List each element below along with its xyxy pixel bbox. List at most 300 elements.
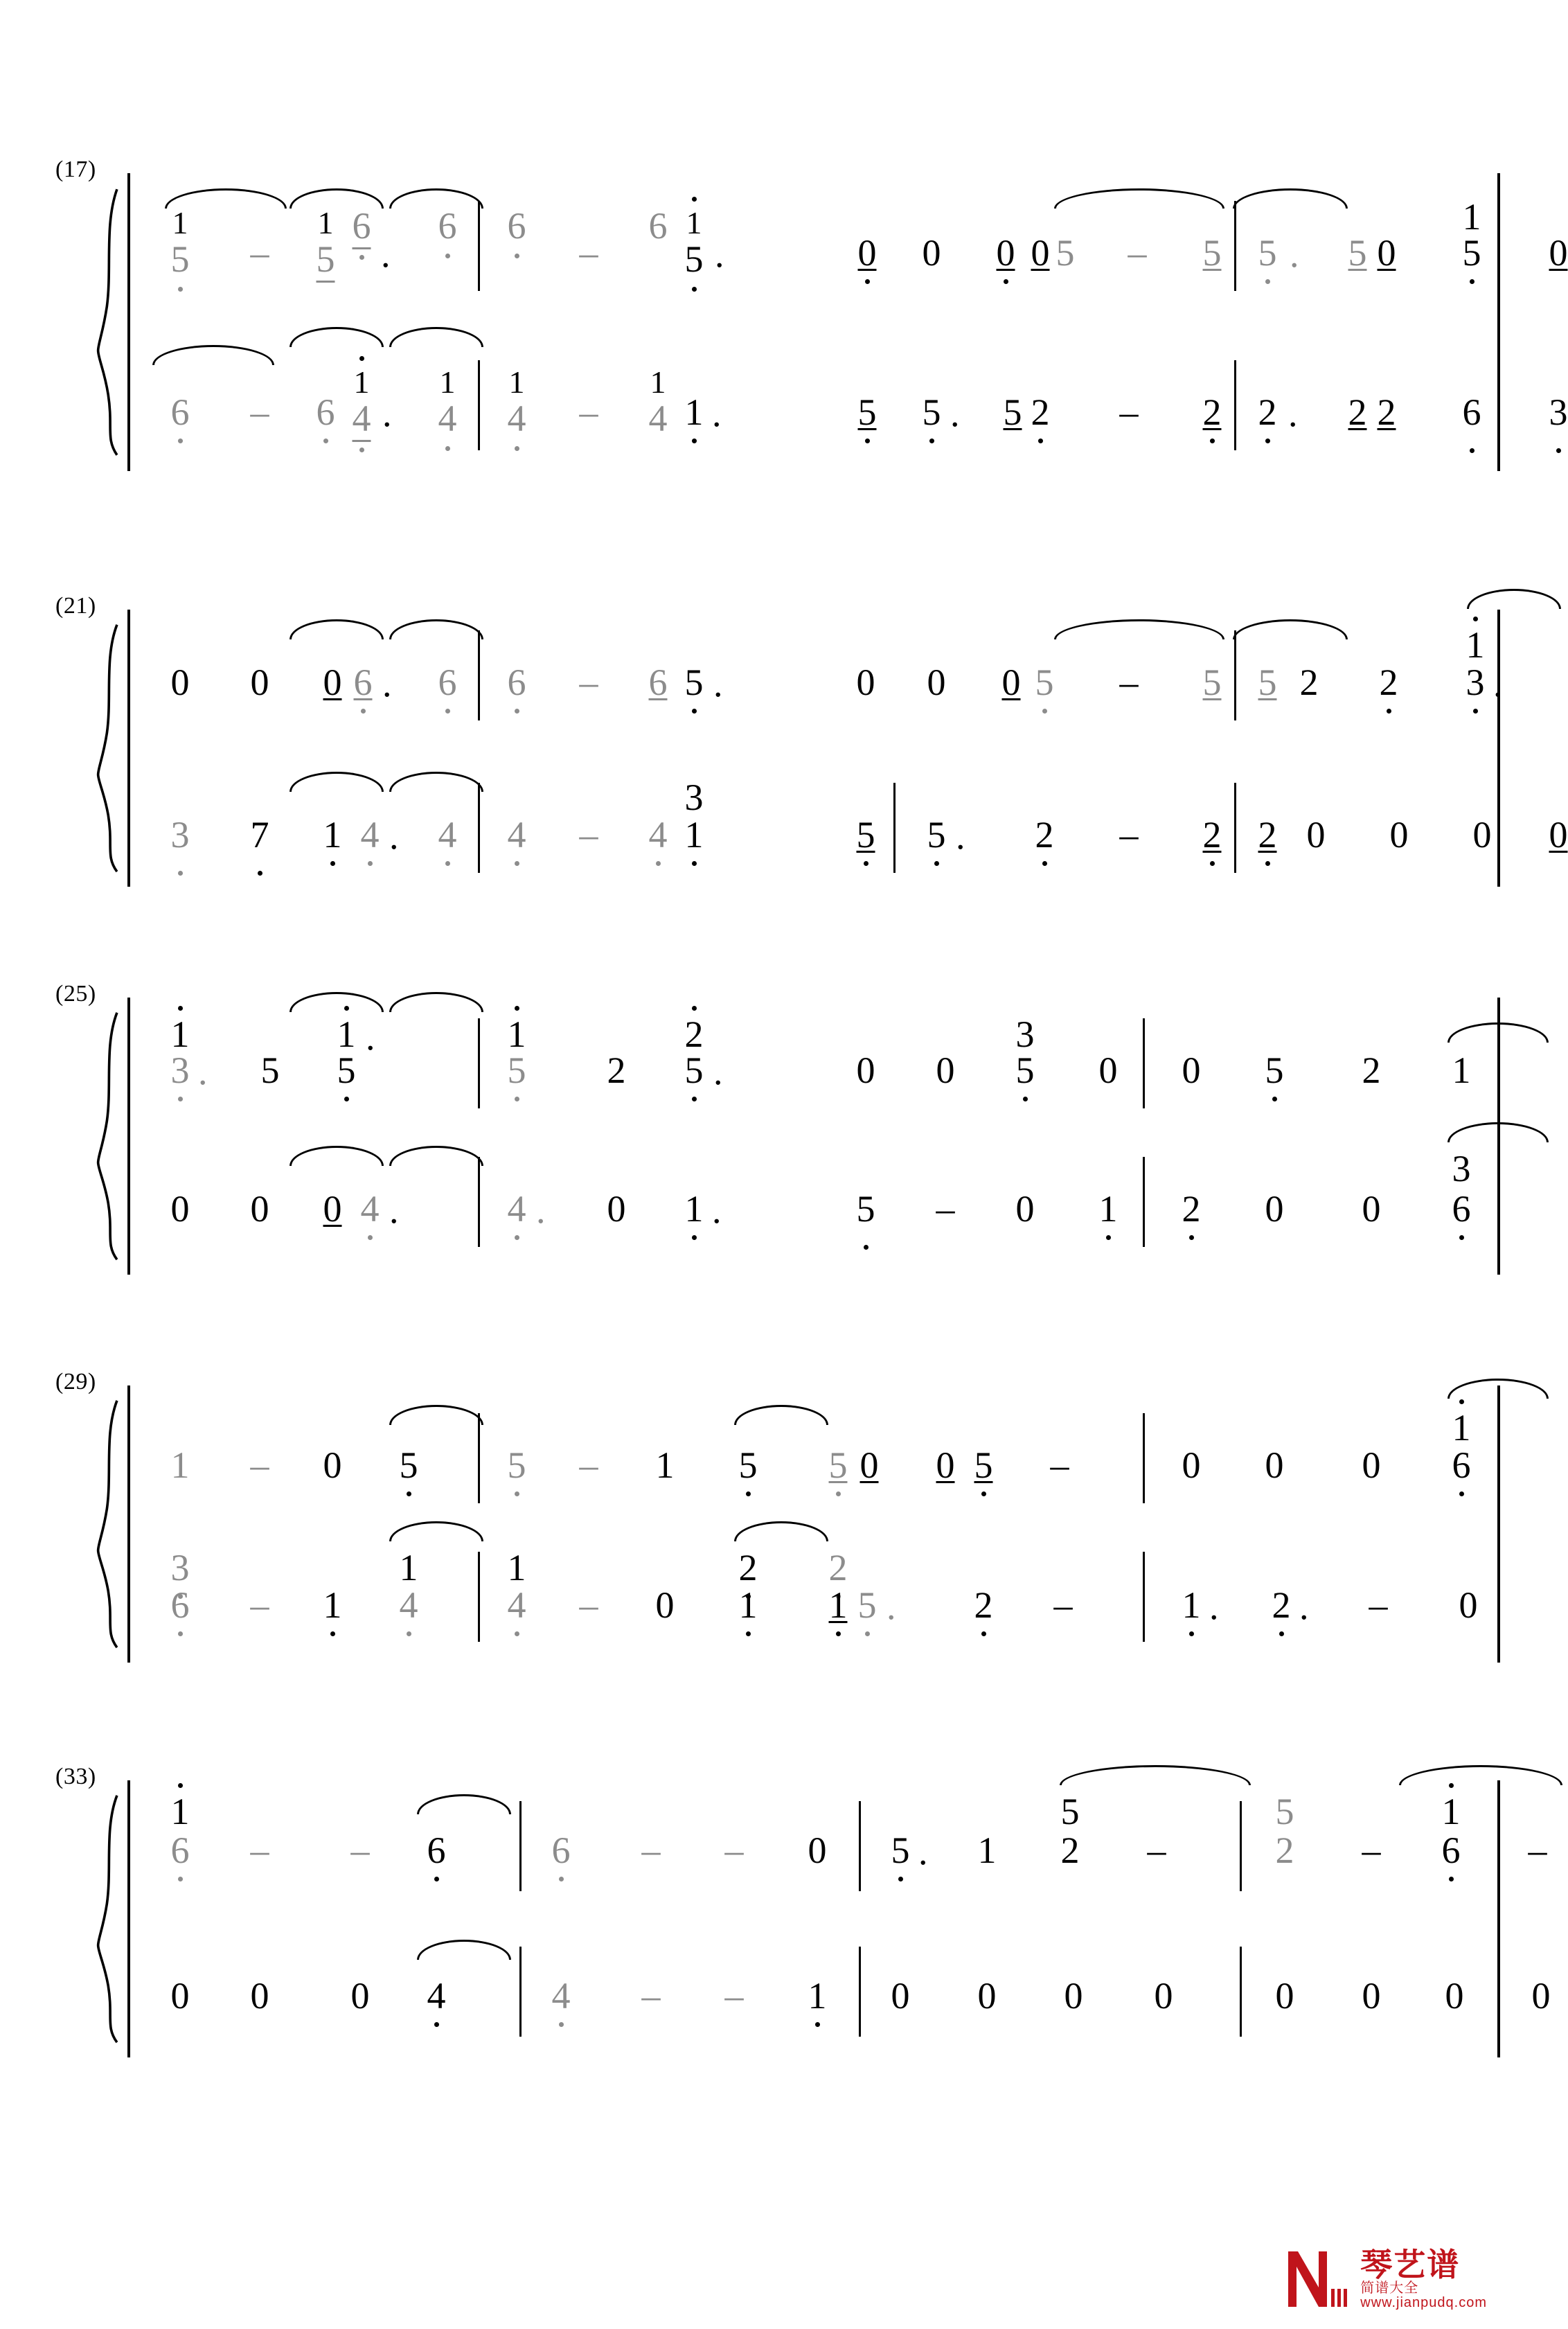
note: 5 xyxy=(829,1446,848,1484)
note-upper: 1 xyxy=(508,364,525,400)
note: 5 xyxy=(400,1446,418,1484)
note: 6 xyxy=(1463,393,1481,431)
note: 2 xyxy=(1348,391,1367,433)
note: 6 xyxy=(648,662,668,703)
music-system-17 xyxy=(55,157,1568,471)
upper-staff-29 xyxy=(132,1407,1471,1496)
rest-zero: 0 xyxy=(1265,1188,1284,1230)
barline xyxy=(478,630,480,720)
hold-dash: – xyxy=(1053,1584,1073,1626)
note: 3 xyxy=(1466,664,1485,701)
note: 6 xyxy=(552,1832,571,1869)
rest-zero: 0 xyxy=(1362,1444,1381,1486)
note: 5 xyxy=(260,1050,280,1091)
note-upper: 1 xyxy=(685,206,704,240)
note: 6 xyxy=(427,1832,446,1869)
rest-zero: 0 xyxy=(891,1975,910,2017)
note: 6 xyxy=(171,1832,190,1869)
barline xyxy=(478,783,480,873)
barline xyxy=(1234,201,1236,291)
barline xyxy=(893,783,896,873)
note: 1 xyxy=(1442,1793,1461,1830)
note: 5 xyxy=(685,1052,704,1089)
note: 1 xyxy=(1099,1190,1118,1228)
hold-dash: – xyxy=(1119,662,1139,703)
rest-zero: 0 xyxy=(250,1188,269,1230)
system-right-barline xyxy=(1497,173,1500,471)
hold-dash: – xyxy=(250,232,269,274)
note: 1 xyxy=(685,393,704,431)
hold-dash: – xyxy=(1119,391,1139,433)
note: 2 xyxy=(739,1549,758,1586)
system-number: (25) xyxy=(55,981,96,1007)
slur xyxy=(1054,619,1224,639)
hold-dash: – xyxy=(936,1188,955,1230)
system-left-barline xyxy=(127,1780,130,2057)
hold-dash: – xyxy=(579,662,598,703)
note: 4 xyxy=(552,1977,571,2014)
rest-zero: 0 xyxy=(856,662,875,703)
note: 1 xyxy=(977,1830,997,1871)
slur xyxy=(289,1146,384,1166)
note: 2 xyxy=(1035,816,1054,853)
watermark-subtitle: 简谱大全 xyxy=(1360,2281,1419,2296)
augmentation-dot: . xyxy=(1209,1586,1219,1627)
note: 1 xyxy=(171,1793,190,1830)
note: 3 xyxy=(1549,393,1568,431)
rest-zero: 0 xyxy=(655,1584,675,1626)
barline xyxy=(478,201,480,291)
note: 6 xyxy=(317,393,335,431)
music-system-25 xyxy=(55,981,1471,1275)
note: 0 xyxy=(1031,232,1050,274)
barline xyxy=(478,1413,480,1503)
note-lower: 4 xyxy=(438,399,457,439)
slur xyxy=(389,1405,483,1425)
rest-zero: 0 xyxy=(323,1188,342,1230)
slur xyxy=(1447,1379,1549,1399)
note: 2 xyxy=(1060,1830,1080,1871)
note: 4 xyxy=(361,816,380,853)
note: 2 xyxy=(1258,816,1277,853)
rest-zero: 0 xyxy=(1362,1188,1381,1230)
barline xyxy=(519,1947,522,2037)
slur xyxy=(289,772,384,792)
rest-zero: 0 xyxy=(1549,814,1568,856)
rest-zero: 0 xyxy=(1182,1444,1201,1486)
note-lower: 6 xyxy=(508,206,526,246)
note: 2 xyxy=(1203,393,1222,431)
upper-staff-25 xyxy=(132,1013,1471,1101)
system-brace xyxy=(96,1385,123,1663)
chord-note xyxy=(685,206,704,279)
rest-zero: 0 xyxy=(1154,1975,1173,2017)
note: 3 xyxy=(171,1549,190,1586)
note: 1 xyxy=(685,1190,704,1228)
augmentation-dot: . xyxy=(1493,663,1503,705)
note: 4 xyxy=(508,1586,526,1624)
slur xyxy=(734,1521,828,1541)
chord-note xyxy=(649,206,668,246)
note: 4 xyxy=(508,816,526,853)
augmentation-dot: . xyxy=(715,233,724,275)
rest-zero: 0 xyxy=(1362,1975,1381,2017)
augmentation-dot: . xyxy=(1299,1586,1309,1627)
rest-zero: 0 xyxy=(1531,1975,1551,2017)
augmentation-dot: . xyxy=(713,1051,723,1092)
augmentation-dot: . xyxy=(382,663,392,705)
note: 1 xyxy=(171,1016,190,1053)
barline xyxy=(478,1157,480,1247)
rest-zero: 0 xyxy=(1377,232,1396,274)
hold-dash: – xyxy=(1369,1584,1388,1626)
note: 1 xyxy=(829,1586,848,1624)
augmentation-dot: . xyxy=(712,393,722,434)
note: 2 xyxy=(1031,393,1050,431)
chord-note xyxy=(649,366,668,439)
system-number: (17) xyxy=(55,157,96,182)
note: 2 xyxy=(1299,662,1319,703)
augmentation-dot: . xyxy=(712,1189,722,1231)
rest-zero: 0 xyxy=(936,1050,955,1091)
note: 5 xyxy=(1003,391,1022,433)
hold-dash: – xyxy=(579,1444,598,1486)
slur xyxy=(1233,188,1348,209)
note: 1 xyxy=(399,1547,418,1588)
slur xyxy=(389,1146,483,1166)
note-lower: 6 xyxy=(353,206,371,249)
augmentation-dot: . xyxy=(956,815,965,857)
note: 5 xyxy=(1463,234,1481,272)
augmentation-dot: . xyxy=(536,1189,546,1231)
note: 6 xyxy=(354,664,373,701)
note-upper: 1 xyxy=(317,205,334,240)
barline xyxy=(1143,1413,1145,1503)
rest-zero: 0 xyxy=(1549,232,1568,274)
slur xyxy=(389,188,483,209)
note: 5 xyxy=(923,393,941,431)
upper-staff-21 xyxy=(132,624,1503,714)
upper-staff-17 xyxy=(132,196,1568,284)
hold-dash: – xyxy=(579,1584,598,1626)
slur xyxy=(1447,1122,1549,1142)
note: 6 xyxy=(171,1586,190,1624)
hold-dash: – xyxy=(250,391,269,433)
upper-staff-33 xyxy=(132,1791,1547,1884)
rest-zero: 0 xyxy=(250,662,269,703)
note: 5 xyxy=(1035,664,1054,701)
hold-dash: – xyxy=(1362,1830,1381,1871)
system-brace xyxy=(96,173,123,471)
rest-zero: 0 xyxy=(170,662,190,703)
rest-zero: 0 xyxy=(1265,1444,1284,1486)
note: 2 xyxy=(607,1050,626,1091)
note: 6 xyxy=(508,664,526,701)
note: 6 xyxy=(1442,1832,1461,1869)
note: 1 xyxy=(1452,1409,1471,1446)
slur xyxy=(289,619,384,639)
rest-zero: 0 xyxy=(859,1444,879,1486)
slur xyxy=(1054,188,1224,209)
slur xyxy=(1060,1765,1251,1785)
note-lower: 6 xyxy=(648,205,668,247)
note: 5 xyxy=(857,1190,875,1228)
augmentation-dot: . xyxy=(1288,393,1298,434)
barline xyxy=(1240,1801,1242,1891)
note: 1 xyxy=(323,1586,342,1624)
rest-zero: 0 xyxy=(1459,1584,1478,1626)
lower-staff-33 xyxy=(132,1947,1551,2030)
rest-zero: 0 xyxy=(170,1975,190,2017)
barline xyxy=(478,1018,480,1108)
note: 5 xyxy=(1016,1052,1035,1089)
note: 4 xyxy=(508,1190,526,1228)
hold-dash: – xyxy=(1119,814,1139,856)
system-number: (33) xyxy=(55,1764,96,1789)
chord-note xyxy=(438,206,457,246)
slur xyxy=(389,619,483,639)
note: 1 xyxy=(739,1586,758,1624)
chord-note xyxy=(508,366,526,439)
note: 5 xyxy=(1275,1791,1294,1832)
note: 5 xyxy=(857,816,875,853)
rest-zero: 0 xyxy=(323,662,342,703)
note: 2 xyxy=(1258,393,1277,431)
note: 1 xyxy=(507,1547,526,1588)
barline xyxy=(1143,1018,1145,1108)
note-lower: 5 xyxy=(171,240,190,279)
barline xyxy=(1143,1552,1145,1642)
rest-zero: 0 xyxy=(250,1975,269,2017)
note-lower: 4 xyxy=(508,399,526,439)
hold-dash: – xyxy=(250,1444,269,1486)
hold-dash: – xyxy=(1528,1830,1547,1871)
rest-zero: 0 xyxy=(170,1188,190,1230)
note-upper: 1 xyxy=(650,364,666,400)
hold-dash: – xyxy=(579,232,598,274)
hold-dash: – xyxy=(250,1584,269,1626)
note: 6 xyxy=(438,664,457,701)
note: 4 xyxy=(400,1586,418,1624)
chord-note xyxy=(438,366,457,439)
music-system-33 xyxy=(55,1764,1551,2057)
system-left-barline xyxy=(127,998,130,1275)
note: 5 xyxy=(1202,662,1222,703)
note: 5 xyxy=(858,393,877,431)
chord-note xyxy=(317,206,335,283)
note: 6 xyxy=(1452,1446,1471,1484)
slur xyxy=(734,1405,828,1425)
rest-zero: 0 xyxy=(858,234,877,272)
note: 3 xyxy=(171,816,190,853)
note: 1 xyxy=(1182,1586,1201,1624)
rest-zero: 0 xyxy=(808,1830,827,1871)
note: 5 xyxy=(508,1052,526,1089)
augmentation-dot: . xyxy=(950,393,960,434)
note: 1 xyxy=(1462,196,1481,238)
note: 2 xyxy=(685,1016,704,1053)
music-system-29 xyxy=(55,1369,1478,1663)
note: 2 xyxy=(1380,664,1398,701)
hold-dash: – xyxy=(1128,232,1147,274)
note: 1 xyxy=(323,816,342,853)
note: 5 xyxy=(1055,232,1075,274)
note-lower: 6 xyxy=(438,206,457,246)
slur xyxy=(289,992,384,1012)
rest-zero: 0 xyxy=(1001,662,1021,703)
note: 5 xyxy=(1265,1052,1284,1089)
note: 1 xyxy=(655,1444,675,1486)
rest-zero: 0 xyxy=(1472,814,1492,856)
note: 1 xyxy=(508,1016,526,1053)
note: 5 xyxy=(927,816,946,853)
note-lower: 5 xyxy=(317,240,335,283)
watermark xyxy=(1283,2247,1487,2311)
slur xyxy=(1447,1022,1549,1043)
note: 5 xyxy=(337,1052,356,1089)
hold-dash: – xyxy=(641,1830,661,1871)
augmentation-dot: . xyxy=(382,393,392,434)
augmentation-dot: . xyxy=(381,233,391,275)
note: 5 xyxy=(974,1446,993,1484)
note-lower: 5 xyxy=(685,240,704,279)
note: 1 xyxy=(170,1444,190,1486)
note: 4 xyxy=(649,816,668,853)
lower-staff-21 xyxy=(132,777,1568,866)
slur xyxy=(1233,619,1348,639)
note: 6 xyxy=(171,393,190,431)
note: 2 xyxy=(1203,816,1222,853)
hold-dash: – xyxy=(1147,1830,1166,1871)
slur xyxy=(417,1794,511,1814)
rest-zero: 0 xyxy=(607,1188,626,1230)
rest-zero: 0 xyxy=(1389,814,1409,856)
augmentation-dot: . xyxy=(1290,233,1299,275)
slur xyxy=(417,1940,511,1960)
rest-zero: 0 xyxy=(856,1050,875,1091)
system-brace xyxy=(96,610,123,887)
note: 1 xyxy=(337,1016,356,1053)
watermark-title: 琴艺谱 xyxy=(1360,2246,1461,2283)
system-brace xyxy=(96,998,123,1275)
rest-zero: 0 xyxy=(1064,1975,1083,2017)
hold-dash: – xyxy=(724,1975,744,2017)
system-right-barline xyxy=(1497,1385,1500,1663)
barline xyxy=(1234,630,1236,720)
slur xyxy=(389,772,483,792)
hold-dash: – xyxy=(579,391,598,433)
barline xyxy=(1234,360,1236,450)
note: 2 xyxy=(974,1586,993,1624)
barline xyxy=(859,1947,861,2037)
note: 3 xyxy=(684,777,704,818)
note: 2 xyxy=(1377,391,1396,433)
note: 5 xyxy=(685,664,704,701)
rest-zero: 0 xyxy=(997,234,1015,272)
rest-zero: 0 xyxy=(1098,1050,1118,1091)
note: 6 xyxy=(1452,1190,1471,1228)
slur xyxy=(289,188,384,209)
hold-dash: – xyxy=(250,1830,269,1871)
note-upper: 1 xyxy=(172,205,188,240)
rest-zero: 0 xyxy=(1182,1050,1201,1091)
note: 2 xyxy=(1272,1586,1291,1624)
note: 1 xyxy=(1452,1050,1471,1091)
rest-zero: 0 xyxy=(1275,1975,1294,2017)
chord-note xyxy=(353,366,371,442)
note-upper: 1 xyxy=(353,366,371,399)
chord-note xyxy=(508,206,526,246)
hold-dash: – xyxy=(641,1975,661,2017)
hold-dash: – xyxy=(724,1830,744,1871)
system-right-barline xyxy=(1497,610,1500,887)
rest-zero: 0 xyxy=(977,1975,997,2017)
rest-zero: 0 xyxy=(936,1444,955,1486)
slur xyxy=(152,345,274,365)
system-right-barline xyxy=(1497,1780,1500,2057)
augmentation-dot: . xyxy=(198,1051,208,1092)
hold-dash: – xyxy=(350,1830,370,1871)
slur xyxy=(1467,589,1561,609)
barline xyxy=(1240,1947,1242,2037)
harp-icon xyxy=(1283,2247,1352,2311)
rest-zero: 0 xyxy=(922,232,941,274)
rest-zero: 0 xyxy=(1015,1188,1035,1230)
rest-zero: 0 xyxy=(350,1975,370,2017)
note: 4 xyxy=(361,1190,380,1228)
barline xyxy=(478,1552,480,1642)
slur xyxy=(289,327,384,347)
slur xyxy=(389,1521,483,1541)
barline xyxy=(478,360,480,450)
rest-zero: 0 xyxy=(1306,814,1326,856)
note: 2 xyxy=(829,1549,848,1586)
system-brace xyxy=(96,1780,123,2057)
note-upper: 1 xyxy=(439,364,456,400)
note: 5 xyxy=(1202,232,1222,274)
note: 5 xyxy=(1258,662,1277,703)
chord-note xyxy=(171,206,190,279)
rest-zero: 0 xyxy=(1445,1975,1464,2017)
barline xyxy=(859,1801,861,1891)
note: 2 xyxy=(1362,1050,1381,1091)
hold-dash: – xyxy=(1050,1444,1069,1486)
note: 5 xyxy=(739,1446,758,1484)
note: 7 xyxy=(251,816,269,853)
system-number: (29) xyxy=(55,1369,96,1394)
system-number: (21) xyxy=(55,593,96,619)
watermark-url: www.jianpudq.com xyxy=(1360,2295,1487,2311)
slur xyxy=(389,992,483,1012)
note: 5 xyxy=(858,1586,877,1624)
music-system-21 xyxy=(55,593,1568,887)
note: 2 xyxy=(1182,1190,1201,1228)
augmentation-dot: . xyxy=(389,1189,399,1231)
slur xyxy=(389,327,483,347)
note: 3 xyxy=(1452,1148,1471,1189)
note: 3 xyxy=(171,1052,190,1089)
system-left-barline xyxy=(127,610,130,887)
rest-zero: 0 xyxy=(323,1444,342,1486)
note: 1 xyxy=(1466,626,1485,664)
barline xyxy=(519,1801,522,1891)
augmentation-dot: . xyxy=(389,815,399,857)
barline xyxy=(1234,783,1236,873)
note: 5 xyxy=(1060,1791,1080,1832)
augmentation-dot: . xyxy=(887,1586,896,1627)
lower-staff-29 xyxy=(132,1547,1478,1635)
rest-zero: 0 xyxy=(927,662,946,703)
